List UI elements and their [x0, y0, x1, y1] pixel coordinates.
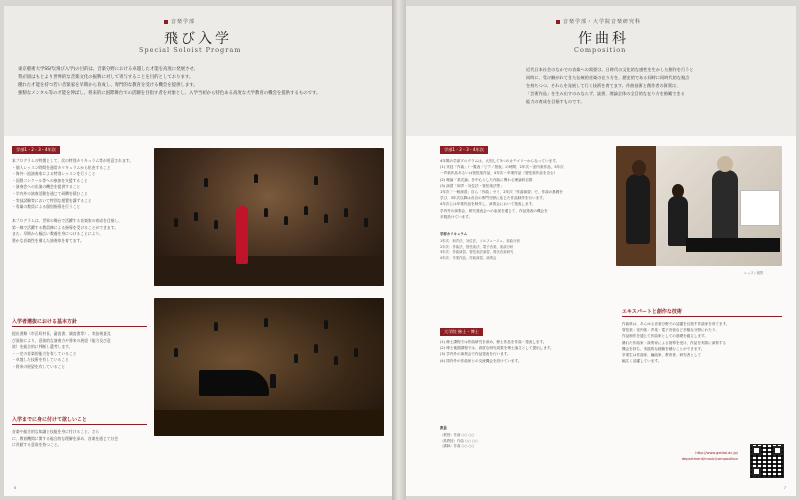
right-tag-graduate: 大学院 修士・博士	[440, 328, 483, 336]
lesson-photo-caption: レッスン風景	[744, 271, 764, 275]
left-department: 音楽学部	[164, 18, 195, 25]
left-before-entry-text: 音楽や総合的な知識と技能を身に付けること、さら に、教育機関に関する総合的な理解を深め、音楽を通じて社会 に貢献する意欲を持つこと。	[12, 429, 119, 448]
left-heading-before-entry: 入学までに身に付けて欲しいこと	[12, 417, 88, 423]
orchestra-concert-photo	[154, 148, 384, 286]
left-curriculum-text-2: 本プログラムは、世界の舞台で活躍する音楽家の育成を目指し、 第一線で活躍する教員陣による指導を受けることができます。 また、早期から幅広い教養を身につけることにより、 豊かな音楽性を備えた演奏家を育てます。	[12, 218, 123, 243]
right-page	[406, 6, 796, 496]
right-teachers-heading: 教員	[440, 426, 447, 430]
right-department: 音楽学部・大学院音楽研究科	[556, 18, 641, 25]
right-curriculum-heading: 学部カリキュラム	[440, 232, 468, 236]
left-page	[4, 6, 392, 496]
right-page-subtitle: Composition	[574, 46, 627, 54]
right-page-title: 作曲科	[578, 31, 629, 47]
left-admission-text: 提出書類（市区町村長、審査書、調査書等）、実技検査及 び面接により、意欲的な演奏力や将来の展望（能力及び意 欲）を総合的に判断し選考します。 ・一定の音楽的能力を有していること ・卓越した技術を有していること ・将来の展望を有していること	[12, 331, 111, 369]
right-expert-text: 作曲科は、あらゆる音楽分野での活躍を目指す作曲家を育てます。 管弦楽・室内楽・声楽・電子音楽など多様な分野にわたり、 作品制作を通じて作曲家としての基礎を確立します。 優れた作曲家・演奏家による指導を受け、作品を実際に演奏する 機会を持ち、実践的な経験を積むことができます。 卒業生は作曲家、編曲家、教育者、研究者として 幅広く活躍しています。	[622, 322, 730, 364]
right-page-number: 7	[783, 486, 786, 490]
department-url[interactable]: http://www.geidai.ac.jp/ department/music/composition	[681, 451, 738, 461]
right-program-text: 4年間の学部プログラムは、大別して3つのカテゴリーからなっています。 (1) 実技「作曲」（一覧表「ピアノ発表」の時間、2年次〜室内楽作品、3年次 一声楽作品あるいは管弦楽作品、4年次〜卒業作品（管弦楽作品を含む） (2) 理論「楽式論」を中心とした作曲に関わる理論科目群 (3) 演習「和声・対位法・管弦楽法等」 1年次「一般演習」自ら「作曲」ゼミ、2年次「作曲演習」で、作曲の基礎を 学び、3年次以降は各自の専門分野に応じた作品制作を行います。 4年次には卒業作品を制作し、演奏会において発表します。 学内外の演奏会、研究発表会への参加を通じて、作品発表の機会を 多数設けています。	[440, 159, 564, 219]
left-page-subtitle: Special Soloist Program	[139, 46, 242, 54]
left-divider-2	[12, 424, 147, 425]
left-tag-undergrad: 学部1・2・3・4年次	[12, 146, 60, 154]
left-intro: 東京藝術大学SS代(飛び入学)の目的は、音楽分野における卓越した才能を高度に発展させ、 我が国はもとより世界的な音楽文化の振興に対して寄与することを目的としております。 優れた才能を持つ若い音楽家を早期から育成し、専門的な教育を受ける機会を提供します。 強靭なメンタル等の才能を伸ばし、将来的に国際舞台での活躍を目指す者を対象とし、入学当初から特色ある高度な大学教育の機会を提供するものです。	[18, 67, 321, 96]
right-tag-undergrad: 学部1・2・3・4年次	[440, 146, 488, 154]
right-intro: 近代日本社会のなかでの音楽への需要は、日時代の文化的な感性を生かした創作を行うと 同時に、受け継がれてきた伝統的音楽の在り方を、歴史的である同時に同時代的な視点 を持ちつつ、それらを発展して行く技術を育てます。作曲技術と創作者の資質は、 「芸術作品」を生み出すのみならず、読書、理論全体の全目的な在り方を俯瞰できる 能力の育成を目指すものです。	[526, 67, 694, 104]
book-gutter	[392, 0, 406, 500]
right-graduate-text: (1) 修士課程では作曲研究を深め、修士作品を作曲・発表します。 (2) 博士後期課程では、高度な研究成果を博士論文として提出します。 (3) 学内外の演奏会で作品発表を行います。 (4) 国内外の作曲家との交流機会を設けています。	[440, 340, 554, 363]
qr-code-icon[interactable]	[750, 444, 784, 478]
left-divider-1	[12, 326, 147, 327]
left-curriculum-text: 本プログラムの特徴として、次の特別カリキュラム等が用意されます。 ・個人レッスン時間を通常カリキュラムから拡充すること ・海外一流演奏家による特別レッスンを行うこと ・国際コンクール等への参加を支援すること ・演奏会への出演の機会を提供すること ・学内外の演奏活動を通じて研鑽を積むこと ・実技試験等において特別な措置を講ずること ・専属の教員による個別指導を行うこと	[12, 158, 134, 210]
right-teachers-list: （教授）作曲 ○○ ○○ （准教授）作曲 ○○ ○○ （講師）作曲 ○○ ○○	[440, 433, 478, 449]
left-heading-admission: 入学者選抜における基本方針	[12, 319, 78, 325]
composition-lesson-photo	[616, 146, 782, 266]
right-curriculum-list: 1年次：和声法、対位法、ソルフェージュ、楽曲分析 2年次：作曲法、管弦楽法、電子音楽、楽曲分析 3年次：作曲演習、管弦楽法演習、現代音楽研究 4年次：卒業作品、作曲演習、演奏会	[440, 239, 520, 260]
right-divider	[622, 316, 782, 317]
left-page-number: 6	[14, 486, 17, 490]
left-page-title: 飛び入学	[164, 31, 232, 47]
piano-concerto-photo	[154, 298, 384, 436]
right-heading-expert: エキスパートと創作な技術	[622, 309, 682, 315]
